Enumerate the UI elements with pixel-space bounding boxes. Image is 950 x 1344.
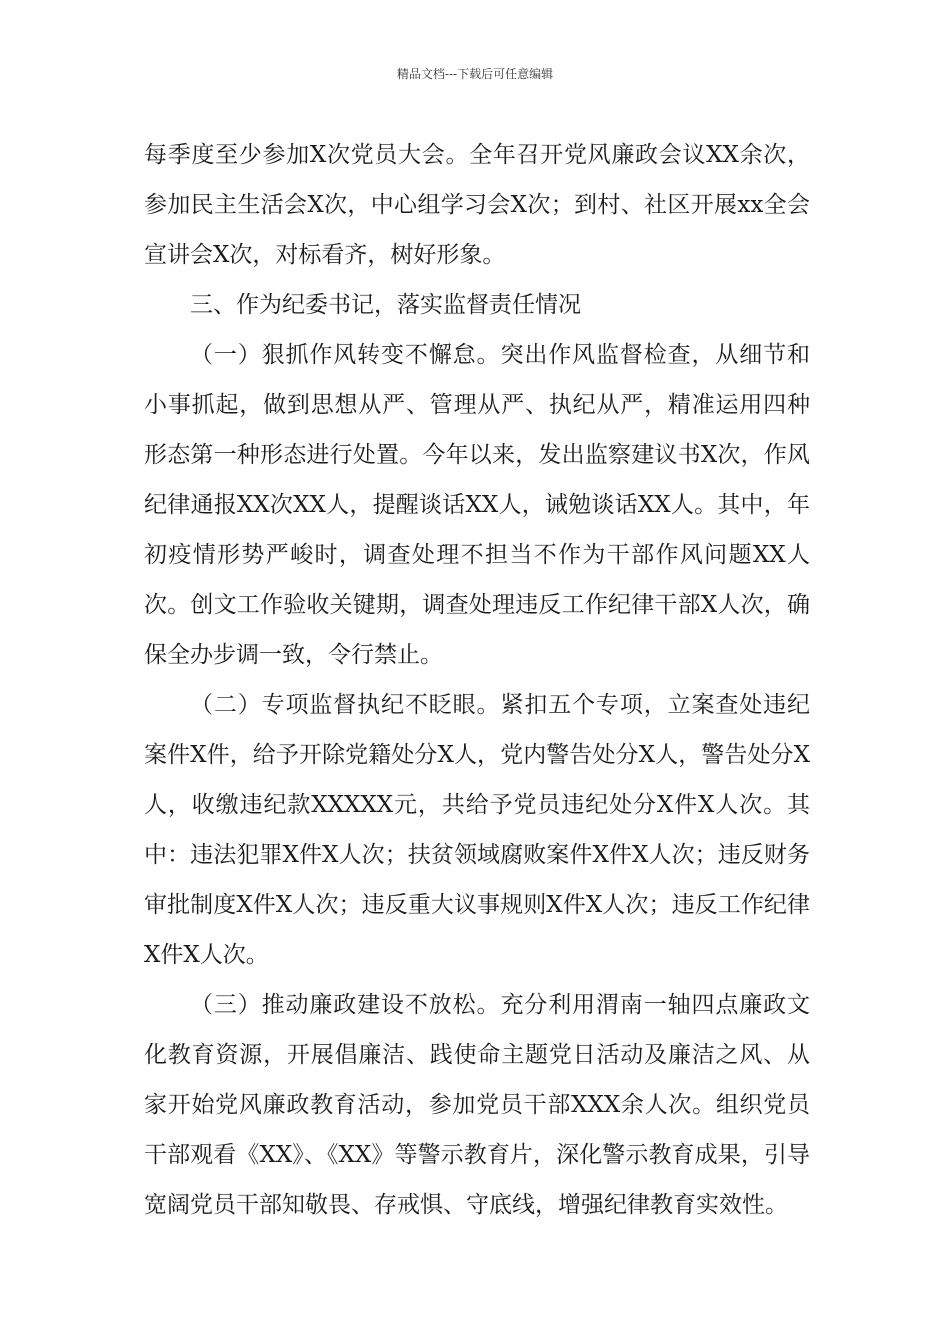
page-header: 精品文档---下载后可任意编辑	[396, 67, 554, 81]
section-heading: 三、作为纪委书记，落实监督责任情况	[190, 292, 581, 318]
paragraph-item-3: （三）推动廉政建设不放松。充分利用渭南一轴四点廉政文化教育资源，开展倡廉洁、践使命主题党日活动及廉洁之风、从家开始党风廉政教育活动，参加党员干部XXX余人次。组织党员干部观看《XX》、《XX》等警示教育片，深化警示教育成果，引导宽阔党员干部知敬畏、存戒惧、守底线，增强纪律教育实效性。	[144, 992, 810, 1218]
document-body	[144, 130, 810, 1230]
paragraph-item-1: （一）狠抓作风转变不懈怠。突出作风监督检查，从细节和小事抓起，做到思想从严、管理从严、执纪从严，精准运用四种形态第一种形态进行处置。今年以来，发出监察建议书X次，作风纪律通报XX次XX人，提醒谈话XX人，诫勉谈话XX人。其中，年初疫情形势严峻时，调查处理不担当不作为干部作风问题XX人次。创文工作验收关键期，调查处理违反工作纪律干部X人次，确保全办步调一致，令行禁止。	[144, 342, 810, 668]
paragraph-continuation: 每季度至少参加X次党员大会。全年召开党风廉政会议XX余次，参加民主生活会X次，中心组学习会X次；到村、社区开展xx全会宣讲会X次，对标看齐，树好形象。	[144, 142, 810, 268]
paragraph-item-2: （二）专项监督执纪不眨眼。紧扣五个专项，立案查处违纪案件X件，给予开除党籍处分X人，党内警告处分X人，警告处分X人，收缴违纪款XXXXX元，共给予党员违纪处分X件X人次。其中：违法犯罪X件X人次；扶贫领域腐败案件X件X人次；违反财务审批制度X件X人次；违反重大议事规则X件X人次；违反工作纪律X件X人次。	[144, 692, 810, 968]
